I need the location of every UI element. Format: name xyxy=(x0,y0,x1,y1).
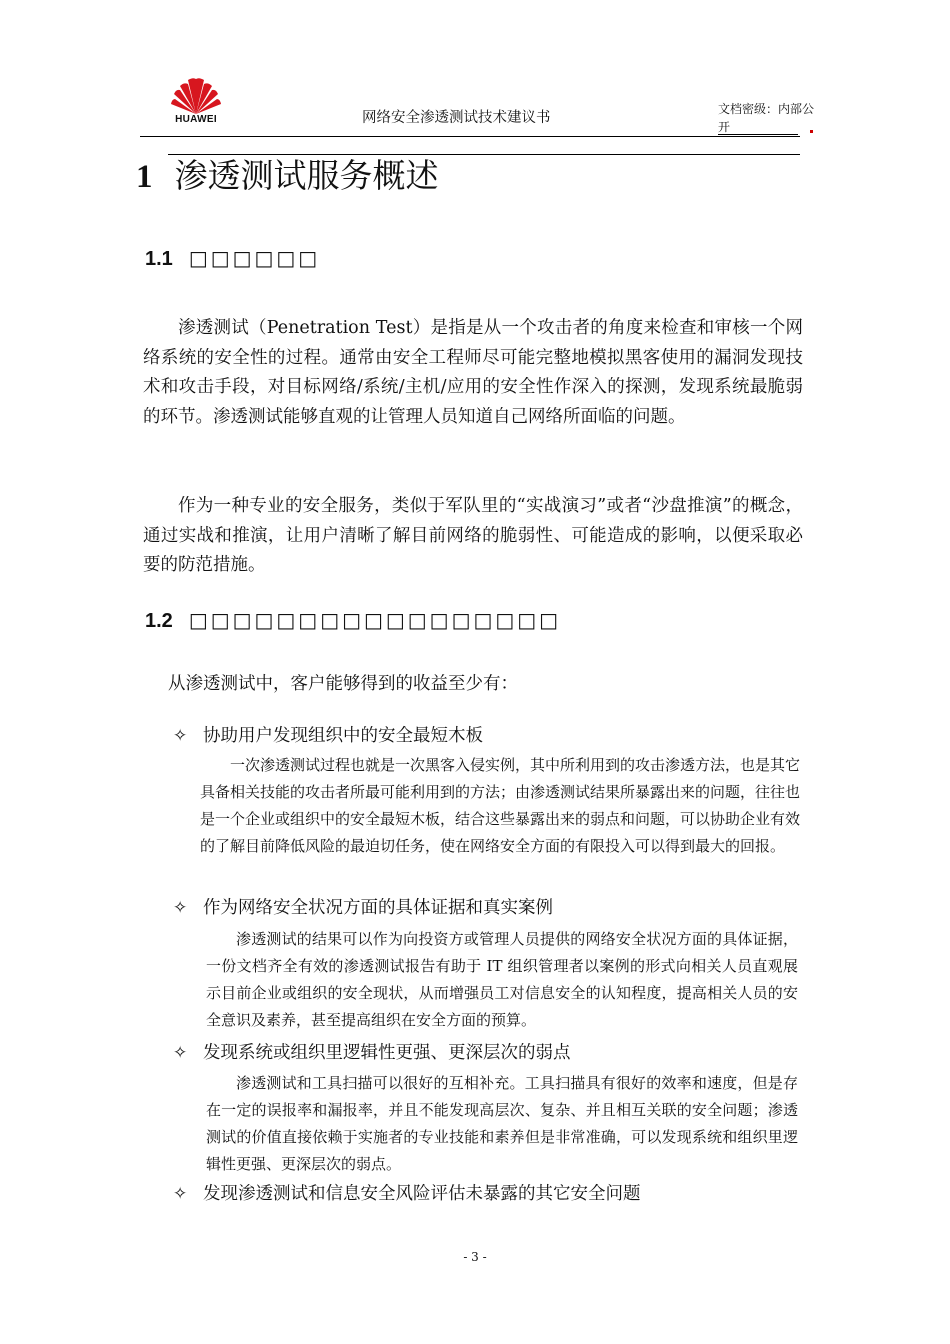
logo-text: HUAWEI xyxy=(175,114,217,125)
bullet-item xyxy=(173,1039,571,1064)
bullet-item xyxy=(173,722,483,747)
chapter-number: 1 xyxy=(136,159,153,195)
chapter-rule xyxy=(168,154,800,155)
diamond-bullet-icon: ✧ xyxy=(173,726,188,746)
section-heading-1-1 xyxy=(145,246,320,271)
bullet-title: 发现系统或组织里逻辑性更强、更深层次的弱点 xyxy=(203,1043,571,1063)
bullet-title: 发现渗透测试和信息安全风险评估未暴露的其它安全问题 xyxy=(203,1184,641,1204)
bullet-item xyxy=(173,894,553,919)
bullet-title: 协助用户发现组织中的安全最短木板 xyxy=(203,726,483,746)
diamond-bullet-icon: ✧ xyxy=(173,1043,188,1063)
paragraph: 作为一种专业的安全服务，类似于军队里的“实战演习”或者“沙盘推演”的概念，通过实战和推演，让用户清晰了解目前网络的脆弱性、可能造成的影响，以便采取必要的防范措施。 xyxy=(143,496,803,575)
page-number: - 3 - xyxy=(463,1250,487,1264)
section-title: □□□□□□□□□□□□□□□□□ xyxy=(188,608,562,632)
section-title: □□□□□□ xyxy=(188,246,321,270)
bullet-item xyxy=(173,1180,641,1205)
document-title: 网络安全渗透测试技术建议书 xyxy=(362,110,551,126)
header-rule xyxy=(140,136,800,137)
bullet-title: 作为网络安全状况方面的具体证据和真实案例 xyxy=(203,898,553,918)
bullet-body: 一次渗透测试过程也就是一次黑客入侵实例，其中所利用到的攻击渗透方法，也是其它具备相关技能的攻击者所最可能利用到的方法；由渗透测试结果所暴露出来的问题，往往也是一个企业或组织中的安全最短木板，结合这些暴露出来的弱点和问题，可以协助企业有效的了解目前降低风险的最迫切任务，使在网络安全方面的有限投入可以得到最大的回报。 xyxy=(200,756,801,855)
classification-label: 文档密级：内部公开 xyxy=(718,102,815,134)
paragraph: 渗透测试（Penetration Test）是指是从一个攻击者的角度来检查和审核一个网络系统的安全性的过程。通常由安全工程师尽可能完整地模拟黑客使用的漏洞发现技术和攻击手段，对目标网络/系统/主机/应用的安全性作深入的探测，发现系统最脆弱的环节。渗透测试能够直观的让管理人员知道自己网络所面临的问题。 xyxy=(143,318,803,427)
red-mark xyxy=(810,130,813,133)
bullet-body: 渗透测试和工具扫描可以很好的互相补充。工具扫描具有很好的效率和速度，但是存在一定的误报率和漏报率，并且不能发现高层次、复杂、并且相互关联的安全问题；渗透测试的价值直接依赖于实施者的专业技能和素养但是非常准确，可以发现系统和组织里逻辑性更强、更深层次的弱点。 xyxy=(206,1074,798,1173)
intro-text: 从渗透测试中，客户能够得到的收益至少有： xyxy=(168,674,518,694)
diamond-bullet-icon: ✧ xyxy=(173,898,188,918)
bullet-body: 渗透测试的结果可以作为向投资方或管理人员提供的网络安全状况方面的具体证据，一份文档齐全有效的渗透测试报告有助于 IT 组织管理者以案例的形式向相关人员直观展示目前企业或组织的安全现状，从而增强员工对信息安全的认知程度，提高相关人员的安全意识及素养，甚至提高组织在安全方面的预算。 xyxy=(206,930,798,1029)
section-number: 1.1 xyxy=(145,248,173,270)
chapter-title: 渗透测试服务概述 xyxy=(174,156,439,195)
diamond-bullet-icon: ✧ xyxy=(173,1184,188,1204)
chapter-heading xyxy=(136,150,439,197)
section-number: 1.2 xyxy=(145,610,173,632)
section-heading-1-2 xyxy=(145,608,561,633)
classification-underline xyxy=(718,134,798,135)
